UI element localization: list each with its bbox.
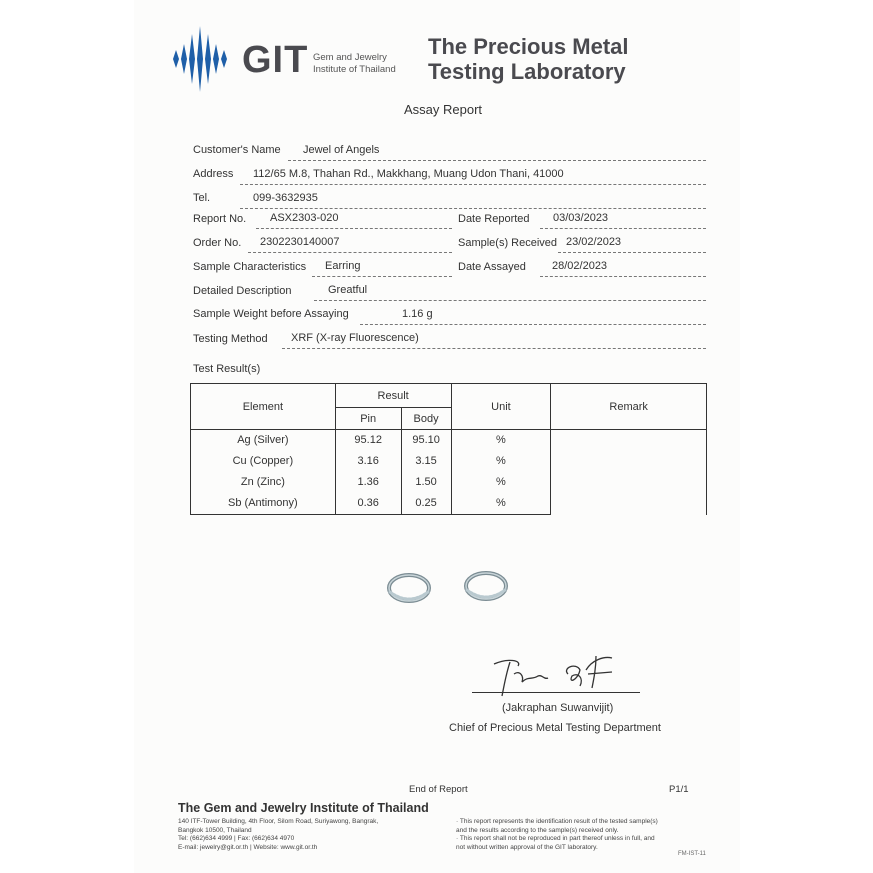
col-unit-header: Unit <box>451 384 551 430</box>
test-results-heading: Test Result(s) <box>193 363 261 375</box>
date-reported-label: Date Reported <box>458 213 530 225</box>
report-no-underline <box>256 228 452 229</box>
weight-value: 1.16 g <box>402 308 433 320</box>
element-cell: Ag (Silver) <box>191 430 336 451</box>
weight-label: Sample Weight before Assaying <box>193 308 349 320</box>
sample-char-value: Earring <box>325 260 361 272</box>
unit-cell: % <box>451 430 551 451</box>
end-of-report: End of Report <box>409 784 468 795</box>
footer-institute: The Gem and Jewelry Institute of Thailand <box>178 801 429 815</box>
lab-title: The Precious Metal Testing Laboratory <box>428 34 629 84</box>
date-assayed-label: Date Assayed <box>458 261 526 273</box>
col-body-header: Body <box>401 408 451 430</box>
customer-underline <box>288 160 706 161</box>
method-underline <box>282 348 706 349</box>
method-label: Testing Method <box>193 333 268 345</box>
form-code: FM-IST-11 <box>678 851 706 857</box>
address-underline <box>240 184 706 185</box>
element-cell: Cu (Copper) <box>191 451 336 472</box>
pin-cell: 0.36 <box>335 493 401 515</box>
body-cell: 1.50 <box>401 472 451 493</box>
signatory-position: Chief of Precious Metal Testing Department <box>449 722 661 734</box>
unit-cell: % <box>451 451 551 472</box>
body-cell: 95.10 <box>401 430 451 451</box>
element-cell: Sb (Antimony) <box>191 493 336 515</box>
sample-char-label: Sample Characteristics <box>193 261 307 273</box>
address-value: 112/65 M.8, Thahan Rd., Makkhang, Muang Udon Thani, 41000 <box>253 168 564 180</box>
date-reported-underline <box>540 228 706 229</box>
date-assayed-value: 28/02/2023 <box>552 260 608 272</box>
detailed-desc-underline <box>314 300 706 301</box>
logo-subtitle: Gem and Jewelry Institute of Thailand <box>313 52 396 75</box>
report-no-value: ASX2303-020 <box>270 212 339 224</box>
earring-photo <box>380 570 520 610</box>
unit-cell: % <box>451 472 551 493</box>
weight-underline <box>360 324 706 325</box>
detailed-desc-value: Greatful <box>328 284 368 296</box>
sample-char-underline <box>312 276 452 277</box>
report-no-label: Report No. <box>193 213 247 225</box>
method-value: XRF (X-ray Fluorescence) <box>291 332 419 344</box>
footer-address: 140 ITF-Tower Building, 4th Floor, Silom Road, Suriyawong, Bangrak, Bangkok 10500, Thailand Tel: (662)634 4999 | Fax: (662)634 4970 E-mail: jewelry@git.or.th | Website: www.git.or.th <box>178 818 379 851</box>
report-title: Assay Report <box>404 102 483 117</box>
tel-label: Tel. <box>193 192 211 204</box>
col-pin-header: Pin <box>335 408 401 430</box>
date-reported-value: 03/03/2023 <box>553 212 609 224</box>
col-remark-header: Remark <box>551 384 707 430</box>
git-logo-icon <box>170 26 230 92</box>
col-result-header: Result <box>335 384 451 408</box>
tel-underline <box>240 208 706 209</box>
pin-cell: 95.12 <box>335 430 401 451</box>
element-cell: Zn (Zinc) <box>191 472 336 493</box>
logo-text: GIT <box>242 39 309 81</box>
col-element-header: Element <box>191 384 336 430</box>
address-label: Address <box>193 168 234 180</box>
order-no-value: 2302230140007 <box>260 236 340 248</box>
detailed-desc-label: Detailed Description <box>193 285 292 297</box>
customer-label: Customer's Name <box>193 144 281 156</box>
body-cell: 3.15 <box>401 451 451 472</box>
customer-value: Jewel of Angels <box>303 144 380 156</box>
pin-cell: 1.36 <box>335 472 401 493</box>
samples-received-label: Sample(s) Received <box>458 237 558 249</box>
page-number: P1/1 <box>669 784 689 795</box>
results-table <box>190 383 707 515</box>
unit-cell: % <box>451 493 551 515</box>
pin-cell: 3.16 <box>335 451 401 472</box>
order-no-label: Order No. <box>193 237 242 249</box>
samples-received-value: 23/02/2023 <box>566 236 622 248</box>
body-cell: 0.25 <box>401 493 451 515</box>
date-assayed-underline <box>540 276 706 277</box>
signature-line <box>472 692 640 693</box>
order-no-underline <box>248 252 452 253</box>
tel-value: 099-3632935 <box>253 192 318 204</box>
remark-cell <box>551 430 707 515</box>
footer-disclaimer: · This report represents the identification result of the tested sample(s) and the results according to the sample(s) received only. · This report shall not be reproduced in part thereof unless in full, and not without written approval of the GIT laboratory. <box>456 818 658 851</box>
signatory-name: (Jakraphan Suwanvijit) <box>502 702 614 714</box>
table-row <box>191 430 707 451</box>
samples-received-underline <box>558 252 706 253</box>
